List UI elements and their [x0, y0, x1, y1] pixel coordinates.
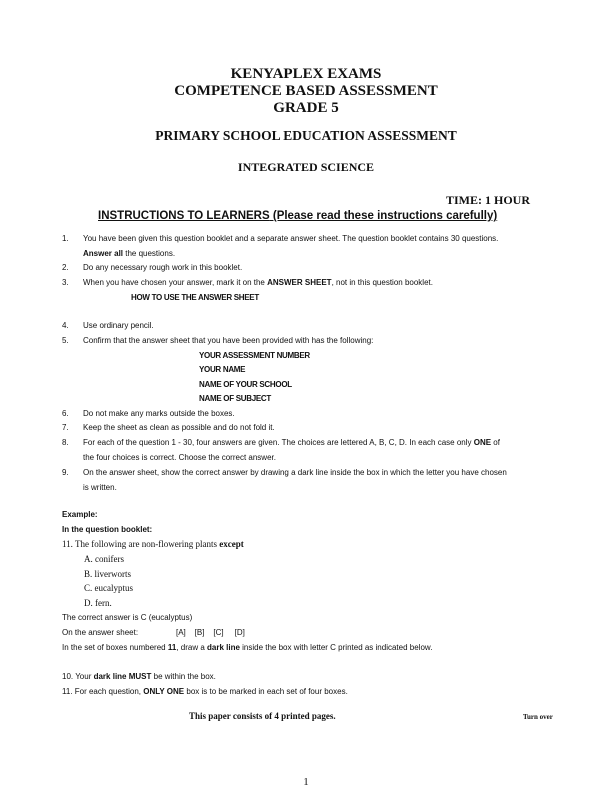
boxes-pre: In the set of boxes numbered	[62, 643, 168, 652]
example-heading: Example:	[62, 510, 98, 519]
rule-10-post: be within the box.	[151, 672, 216, 681]
item-number: 2.	[62, 263, 69, 272]
instruction-1-rest: the questions.	[123, 249, 176, 258]
rule-11-pre: 11. For each question,	[62, 687, 144, 696]
instruction-6: Do not make any marks outside the boxes.	[83, 409, 235, 418]
item-number: 7.	[62, 423, 69, 432]
dark-line-text: dark line	[207, 643, 240, 652]
one-text: ONE	[473, 438, 492, 447]
instruction-8-pre: For each of the question 1 - 30, four answers are given. The choices are lettered A, B, C, D. In each case only	[83, 438, 474, 447]
field-school: NAME OF YOUR SCHOOL	[199, 380, 292, 389]
option-b: B. liverworts	[84, 569, 131, 579]
assessment-title: PRIMARY SCHOOL EDUCATION ASSESSMENT	[155, 128, 457, 143]
rule-11-post: box is to be marked in each set of four boxes.	[184, 687, 348, 696]
subject-title: INTEGRATED SCIENCE	[237, 160, 375, 174]
instruction-9-cont: is written.	[83, 483, 117, 492]
correct-answer-note: The correct answer is C (eucalyptus)	[62, 613, 193, 622]
pages-note: This paper consists of 4 printed pages.	[189, 711, 336, 721]
turn-over: Turn over	[523, 713, 553, 721]
instruction-5: Confirm that the answer sheet that you have been provided with has the following:	[83, 336, 374, 345]
field-subject: NAME OF SUBJECT	[199, 394, 271, 403]
example-question-text: 11. The following are non-flowering plants	[62, 539, 220, 549]
exam-provider: KENYAPLEX EXAMS	[230, 66, 382, 82]
answer-sheet-text: ANSWER SHEET	[267, 278, 332, 287]
item-number: 3.	[62, 278, 69, 287]
instruction-1: You have been given this question booklet and a separate answer sheet. The question booklet contains 30 questions.	[83, 234, 499, 243]
booklet-heading: In the question booklet:	[62, 525, 153, 534]
page-number: 1	[303, 776, 309, 788]
assessment-type: COMPETENCE BASED ASSESSMENT	[174, 83, 438, 99]
instructions-title-main: INSTRUCTIONS TO LEARNERS	[98, 210, 270, 222]
instruction-2: Do any necessary rough work in this booklet.	[83, 263, 243, 272]
answer-sheet-label: On the answer sheet:	[62, 628, 139, 637]
instruction-3-pre: When you have chosen your answer, mark it on the	[83, 278, 268, 287]
instruction-7: Keep the sheet as clean as possible and do not fold it.	[83, 423, 275, 432]
box-number: 11	[167, 643, 177, 652]
instruction-8-cont: the four choices is correct. Choose the correct answer.	[83, 453, 276, 462]
field-assessment-number: YOUR ASSESSMENT NUMBER	[199, 351, 310, 360]
answer-boxes: [A] [B] [C] [D]	[176, 628, 245, 637]
answer-all-text: Answer all	[83, 249, 124, 258]
instruction-1-cont	[83, 247, 543, 262]
item-number: 1.	[62, 234, 69, 243]
boxes-instruction	[62, 643, 432, 652]
option-d: D. fern.	[84, 598, 112, 608]
option-a: A. conifers	[84, 554, 124, 564]
item-number: 8.	[62, 438, 69, 447]
rule-11	[62, 687, 348, 696]
field-name: YOUR NAME	[199, 365, 246, 374]
instruction-9: On the answer sheet, show the correct answer by drawing a dark line inside the box in which the letter you have chosen	[83, 468, 507, 477]
item-number: 4.	[62, 321, 69, 330]
boxes-post: inside the box with letter C printed as indicated below.	[239, 643, 433, 652]
instructions-title	[98, 210, 497, 222]
boxes-mid: , draw a	[176, 643, 207, 652]
grade-level: GRADE 5	[273, 100, 339, 116]
instruction-8	[83, 436, 543, 451]
how-to-heading: HOW TO USE THE ANSWER SHEET	[131, 293, 259, 302]
instruction-3-post: , not in this question booklet.	[331, 278, 433, 287]
item-number: 9.	[62, 468, 69, 477]
rule-10	[62, 672, 216, 681]
exam-time: TIME: 1 HOUR	[446, 193, 530, 207]
item-number: 5.	[62, 336, 69, 345]
rule-11-bold: ONLY ONE	[143, 687, 185, 696]
instruction-4: Use ordinary pencil.	[83, 321, 154, 330]
rule-10-pre: 10. Your	[62, 672, 94, 681]
rule-10-bold: dark line MUST	[93, 672, 152, 681]
item-number: 6.	[62, 409, 69, 418]
except-text: except	[219, 539, 244, 549]
option-c: C. eucalyptus	[84, 583, 133, 593]
instructions-title-note: (Please read these instructions carefully)	[269, 210, 498, 222]
instruction-8-post: of	[491, 438, 500, 447]
example-question	[62, 539, 244, 549]
instruction-3	[83, 276, 543, 291]
